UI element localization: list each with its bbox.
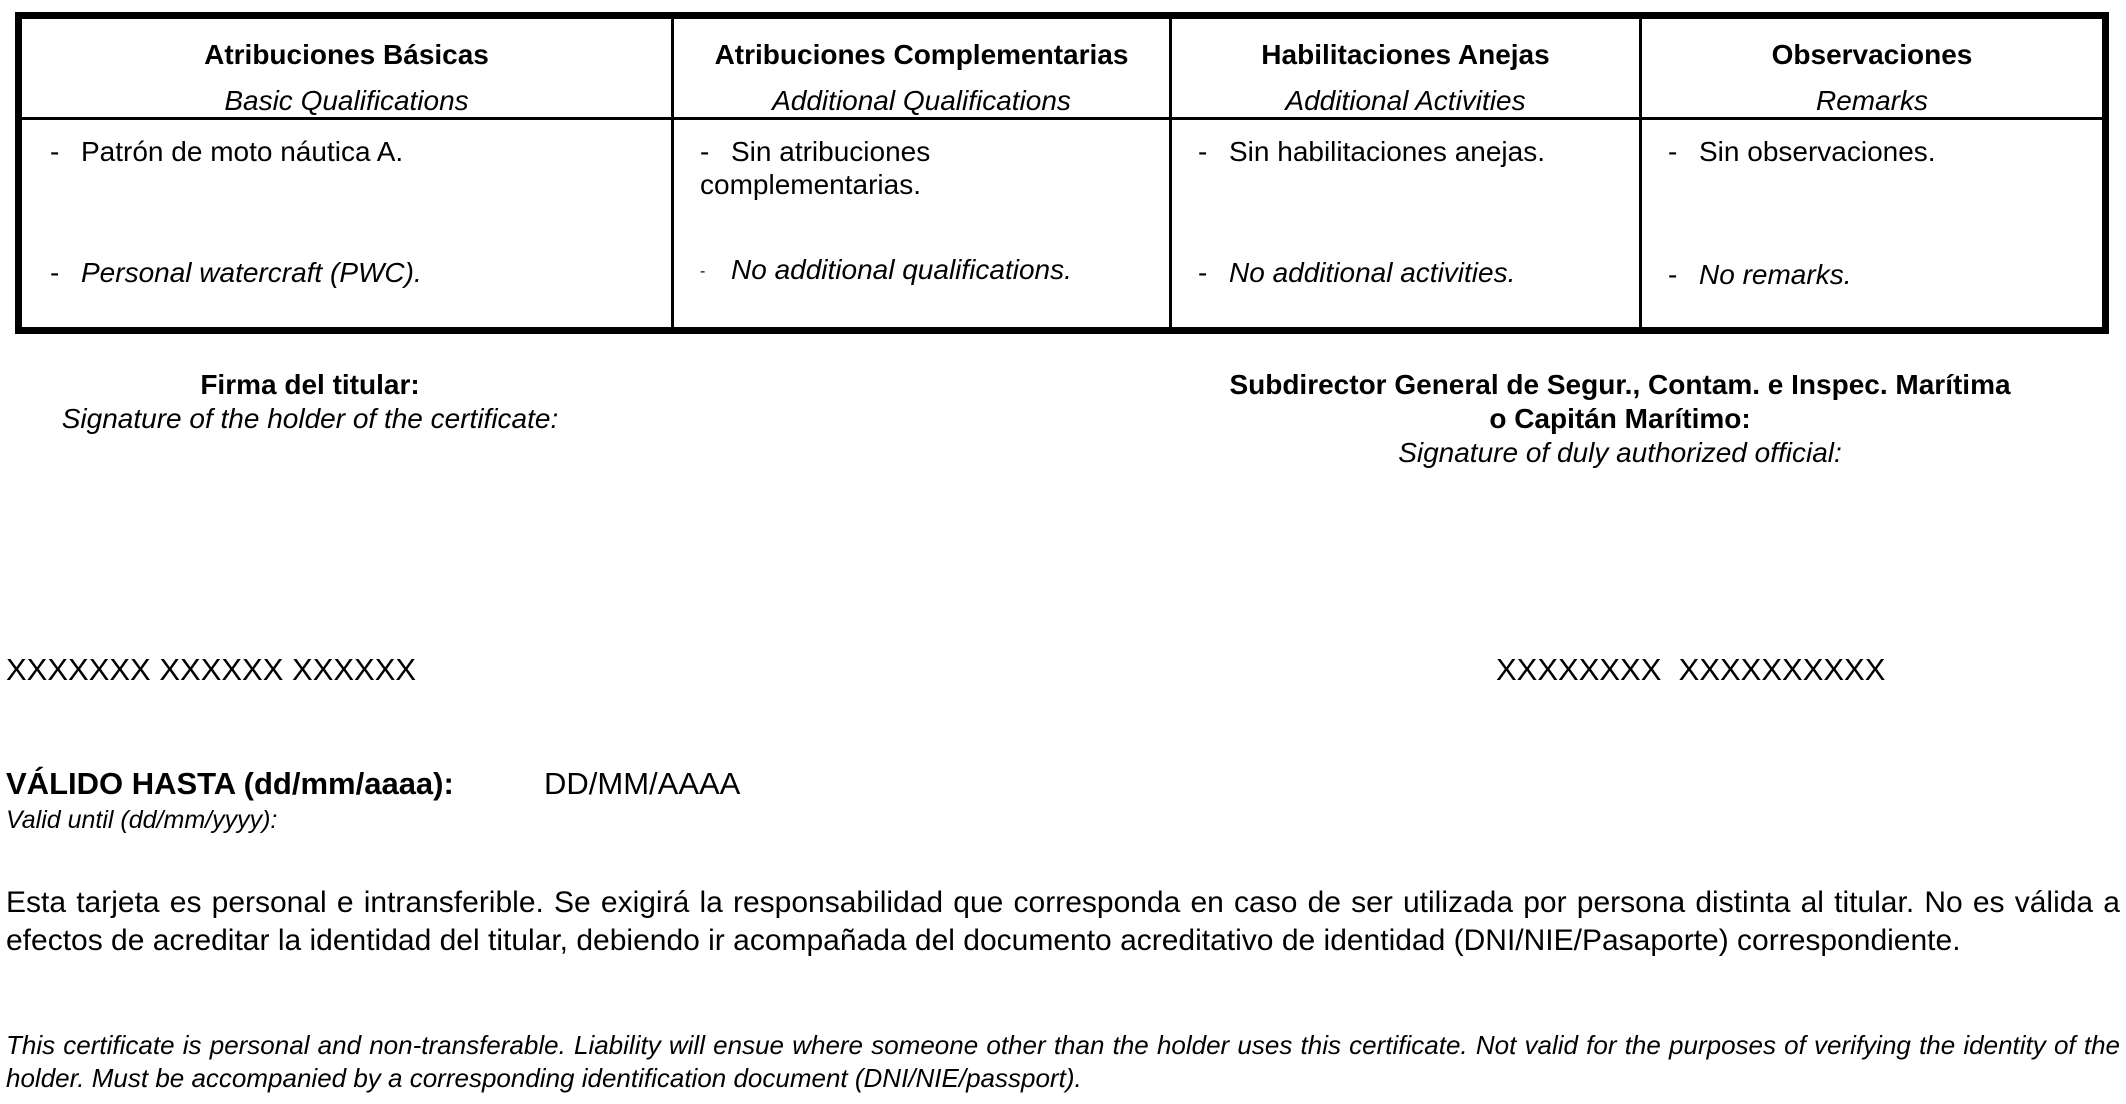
- official-title-line2: o Capitán Marítimo:: [1489, 403, 1751, 434]
- holder-name: XXXXXXX XXXXXX XXXXXX: [6, 652, 417, 687]
- valid-until-label-en: Valid until (dd/mm/yyyy):: [6, 806, 278, 834]
- holder-signature-label-en: Signature of the holder of the certificate:: [61, 403, 559, 434]
- column-title-es: Habilitaciones Anejas: [1261, 39, 1550, 70]
- column-header-remarks: [1639, 19, 2102, 120]
- holder-signature-block: [20, 368, 600, 436]
- table-cell-remarks: [1639, 120, 2102, 327]
- column-title-en: Basic Qualifications: [224, 85, 469, 116]
- qualifications-table: [15, 12, 2109, 334]
- cell-text-es: - Sin observaciones.: [1668, 136, 1936, 167]
- cell-text-es: - Patrón de moto náutica A.: [50, 136, 404, 167]
- cell-text-es: - Sin atribuciones: [700, 136, 931, 167]
- official-signature-block: [1160, 368, 2080, 470]
- table-cell-additional-activities: [1169, 120, 1639, 327]
- notice-paragraph-es: Esta tarjeta es personal e intransferible. Se exigirá la responsabilidad que corresponda en caso de ser utilizada por persona distinta al titular. No es válida a efectos de acreditar la identidad del titular, debiendo ir acompañada del documento acreditativo de identidad (DNI/NIE/Pasaporte) correspondiente.: [6, 886, 2120, 957]
- cell-text-en: - Personal watercraft (PWC).: [50, 257, 422, 288]
- column-header-additional-activities: [1169, 19, 1639, 120]
- table-cell-additional-qualifications: [671, 120, 1169, 327]
- holder-signature-label: Firma del titular:: [200, 369, 420, 400]
- column-title-es: Atribuciones Básicas: [204, 39, 489, 70]
- cell-text-es-continued: complementarias.: [700, 169, 921, 200]
- cell-text-en: - No remarks.: [1668, 259, 1852, 290]
- column-header-basic: [22, 19, 671, 120]
- valid-until-label: VÁLIDO HASTA (dd/mm/aaaa):: [6, 766, 454, 801]
- valid-until-value: DD/MM/AAAA: [544, 766, 741, 801]
- column-title-en: Remarks: [1815, 85, 1928, 116]
- column-title-en: Additional Qualifications: [772, 85, 1071, 116]
- notice-paragraph-en: This certificate is personal and non-transferable. Liability will ensue where someone other than the holder uses this certificate. Not valid for the purposes of verifying the identity of the holder. Must be accompanied by a corresponding identification document (DNI/NIE/passport).: [6, 1030, 2120, 1093]
- column-title-en: Additional Activities: [1285, 85, 1526, 116]
- table-cell-basic: [22, 120, 671, 327]
- official-title-line1: Subdirector General de Segur., Contam. e Inspec. Marítima: [1229, 369, 2011, 400]
- official-name: XXXXXXXX XXXXXXXXXX: [1496, 652, 1886, 687]
- official-signature-label-en: Signature of duly authorized official:: [1398, 437, 1842, 468]
- column-title-es: Observaciones: [1771, 39, 1973, 70]
- column-title-es: Atribuciones Complementarias: [714, 39, 1129, 70]
- cell-text-en: - No additional qualifications.: [700, 254, 1072, 285]
- cell-text-en: - No additional activities.: [1198, 257, 1516, 288]
- cell-text-es: - Sin habilitaciones anejas.: [1198, 136, 1545, 167]
- column-header-additional-qualifications: [671, 19, 1169, 120]
